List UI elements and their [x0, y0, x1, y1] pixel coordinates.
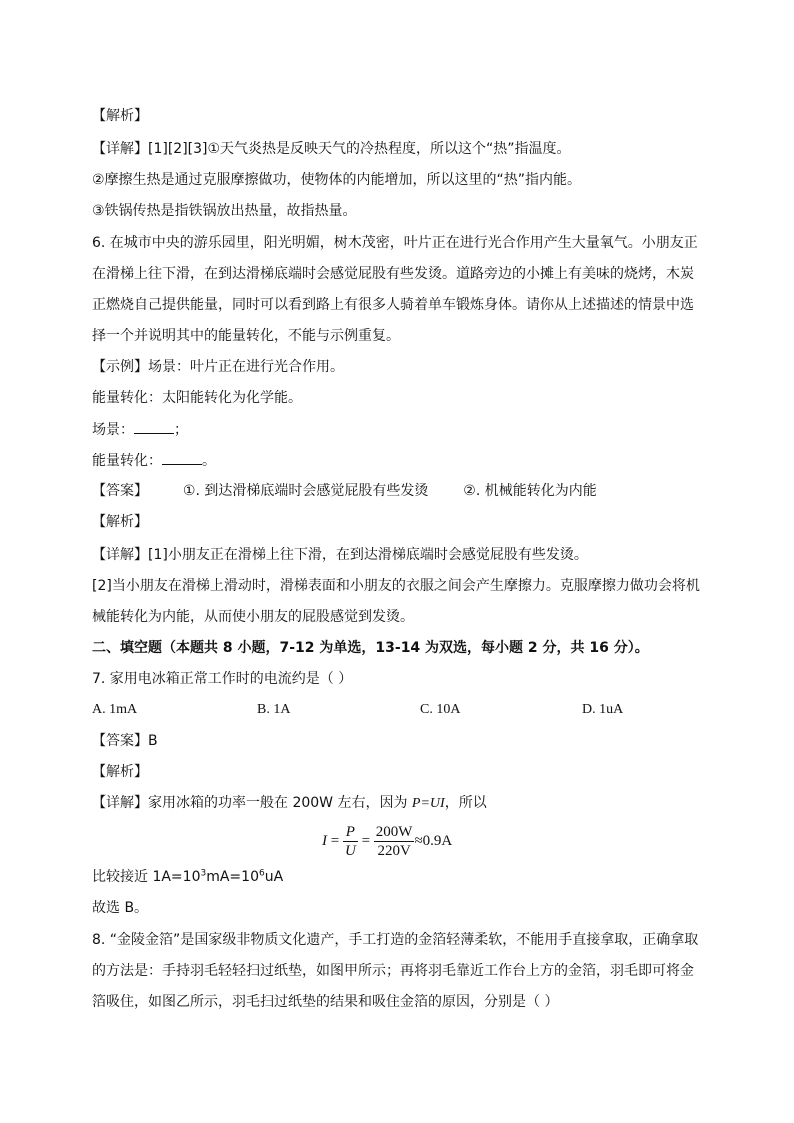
comparison-line — [92, 867, 712, 887]
energy-label: 能量转化： — [92, 453, 162, 469]
scene-blank — [134, 419, 174, 434]
comparison-pre: 比较接近 1A=10 — [92, 869, 201, 885]
detail-q5-line3: ③铁锅传热是指铁锅放出热量，故指热量。 — [92, 203, 357, 219]
question-7-option-d: D. 1uA — [582, 702, 624, 717]
scene-end: ； — [174, 422, 188, 438]
question-8-line3: 箔吸住，如图乙所示，羽毛扫过纸垫的结果和吸住金箔的原因，分别是（ ） — [92, 994, 559, 1010]
analysis-heading-3: 【解析】 — [92, 764, 148, 780]
power-formula: P=UI — [411, 796, 445, 811]
fraction-200W-over-220V — [374, 823, 415, 860]
choose-b: 故选 B。 — [92, 900, 149, 916]
question-6-line1: 6. 在城市中央的游乐园里，阳光明媚，树木茂密，叶片正在进行光合作用产生大量氧气。小朋友正 — [92, 235, 698, 251]
fraction-numerator-P: P — [343, 823, 358, 842]
formula-eq-2: = — [361, 832, 371, 849]
question-7-option-c: C. 10A — [420, 702, 461, 717]
scene-blank-line — [92, 419, 712, 440]
question-7-option-a: A. 1mA — [92, 702, 138, 717]
fraction-denominator-U: U — [344, 843, 356, 859]
analysis-heading-2: 【解析】 — [92, 514, 148, 530]
energy-end: 。 — [202, 453, 216, 469]
comparison-sup-3: 3 — [200, 868, 207, 879]
energy-blank-line — [92, 450, 712, 471]
formula-I: I — [322, 832, 327, 849]
answer-6-label: 【答案】 — [92, 483, 148, 499]
question-7-option-b: B. 1A — [257, 702, 291, 717]
detail-q6-line1: 【详解】[1]小朋友正在滑梯上往下滑，在到达滑梯底端时会感觉屁股有些发烫。 — [92, 547, 588, 563]
example-scene: 【示例】场景：叶片正在进行光合作用。 — [92, 359, 344, 375]
fraction-denominator-220V: 220V — [377, 843, 411, 859]
detail-q7-suffix: ，所以 — [444, 795, 487, 811]
answer-7: 【答案】B — [92, 733, 158, 749]
scene-label: 场景： — [92, 422, 134, 438]
answer-6-line — [92, 481, 712, 501]
current-formula — [322, 823, 452, 863]
fraction-numerator-200W: 200W — [375, 824, 413, 840]
formula-result: ≈0.9A — [414, 832, 453, 849]
formula-eq: = — [330, 832, 340, 849]
comparison-mid: mA=10 — [206, 869, 259, 885]
example-energy: 能量转化：太阳能转化为化学能。 — [92, 390, 302, 406]
question-8-line1: 8. “金陵金箔”是国家级非物质文化遗产，手工打造的金箔轻薄柔软，不能用手直接拿取，正确拿取 — [92, 932, 699, 948]
comparison-post: uA — [264, 869, 284, 885]
analysis-heading: 【解析】 — [92, 108, 148, 124]
detail-q6-line2: [2]当小朋友在滑梯上滑动时，滑梯表面和小朋友的衣服之间会产生摩擦力。克服摩擦力做功会将机 — [92, 578, 700, 594]
energy-blank — [162, 450, 202, 465]
question-6-line2: 在滑梯上往下滑，在到达滑梯底端时会感觉屁股有些发烫。道路旁边的小摊上有美味的烧烤，木炭 — [92, 266, 694, 282]
answer-6-part2: ②. 机械能转化为内能 — [463, 483, 597, 499]
question-7: 7. 家用电冰箱正常工作时的电流约是（ ） — [92, 671, 353, 687]
comparison-sup-6: 6 — [258, 868, 265, 879]
detail-q6-line3: 械能转化为内能，从而使小朋友的屁股感觉到发烫。 — [92, 609, 414, 625]
question-8-line2: 的方法是：手持羽毛轻轻扫过纸垫，如图甲所示；再将羽毛靠近工作台上方的金箔，羽毛即可将金 — [92, 963, 694, 979]
answer-6-part1: ①. 到达滑梯底端时会感觉屁股有些发烫 — [182, 483, 429, 499]
detail-q5-line2: ②摩擦生热是通过克服摩擦做功，使物体的内能增加，所以这里的“热”指内能。 — [92, 172, 582, 188]
question-6-line4: 择一个并说明其中的能量转化，不能与示例重复。 — [92, 328, 400, 344]
detail-q7-line1 — [92, 793, 712, 814]
section-2-heading: 二、填空题（本题共 8 小题，7-12 为单选，13-14 为双选，每小题 2 分，共 16 分）。 — [92, 640, 649, 656]
question-6-line3: 正燃烧自己提供能量，同时可以看到路上有很多人骑着单车锻炼身体。请你从上述描述的情景中选 — [92, 297, 694, 313]
detail-q5-line1: 【详解】[1][2][3]①天气炎热是反映天气的冷热程度，所以这个“热”指温度。 — [92, 141, 571, 157]
detail-q7-text: 【详解】家用冰箱的功率一般在 200W 左右，因为 — [92, 795, 412, 811]
fraction-P-over-U — [343, 823, 358, 860]
